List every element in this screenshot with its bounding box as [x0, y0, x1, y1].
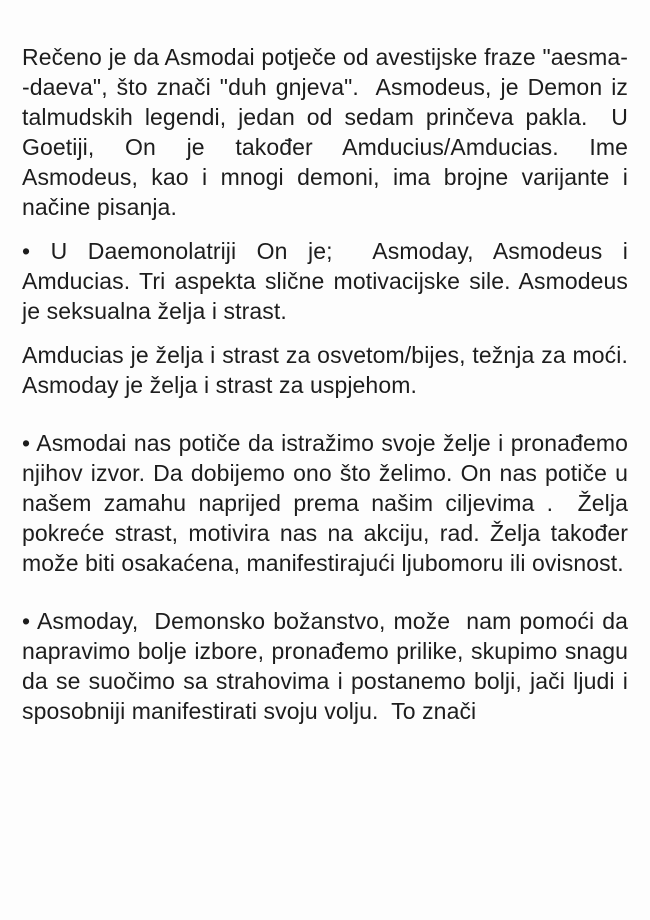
bullet-icon: • [22, 238, 51, 264]
paragraph-text: Asmoday, Demonsko božanstvo, može nam pomoći da napravimo bolje izbore, pronađemo prilike, skupimo snagu da se suočimo sa strahovima i postanemo bolji, jači ljudi i sposobniji manifestirati svoju volju. To znači [22, 608, 635, 724]
paragraph: Rečeno je da Asmodai potječe od avestijske fraze "aesma--daeva", što znači "duh gnjeva". Asmodeus, je Demon iz talmudskih legendi, jedan od sedam prinčeva pakla. U Goetiji, On je također Amducius/Amducias. Ime Asmodeus, kao i mnogi demoni, ima brojne varijante i načine pisanja. [22, 44, 635, 220]
bullet-icon: • [22, 430, 37, 456]
bullet-paragraph [22, 606, 635, 726]
bullet-paragraph [22, 236, 635, 326]
paragraph-text: Asmodai nas potiče da istražimo svoje želje i pronađemo njihov izvor. Da dobijemo ono što želimo. On nas potiče u našem zamahu naprijed prema našim ciljevima . Želja pokreće strast, motivira nas na akciju, rad. Želja također može biti osakaćena, manifestirajući ljubomoru ili ovisnost. [22, 430, 635, 576]
paragraph: Amducias je želja i strast za osvetom/bijes, težnja za moći. Asmoday je želja i strast za uspjehom. [22, 342, 634, 398]
bullet-paragraph [22, 428, 635, 578]
paragraph-text: U Daemonolatriji On je; Asmoday, Asmodeus i Amducias. Tri aspekta slične motivacijske sile. Asmodeus je seksualna želja i strast. [22, 238, 635, 324]
bullet-icon: • [22, 608, 37, 634]
